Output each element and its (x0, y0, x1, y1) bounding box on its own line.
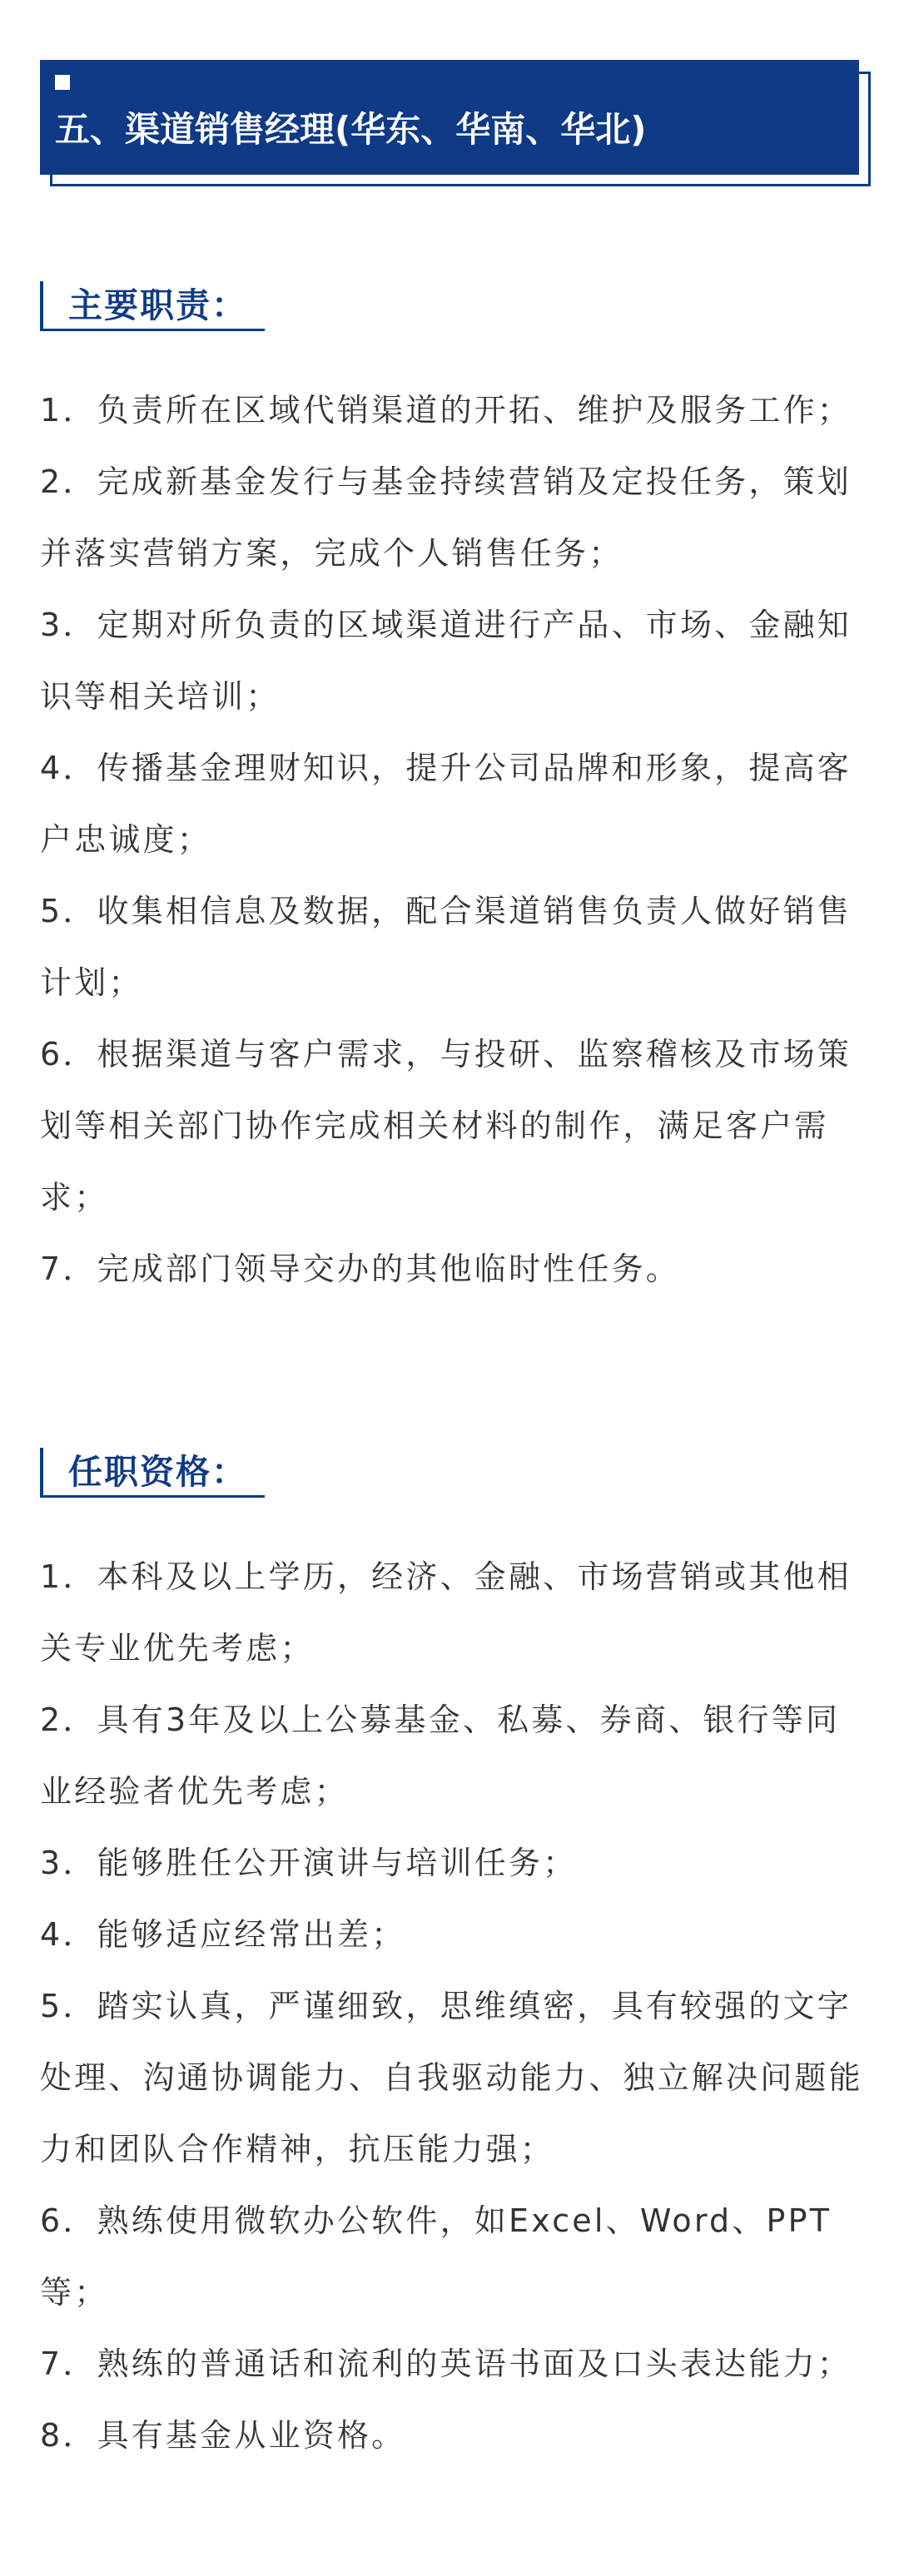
list-item: 7．熟练的普通话和流利的英语书面及口头表达能力； (40, 2346, 852, 2382)
list-item: 6．熟练使用微软办公软件，如Excel、Word、PPT等； (40, 2202, 832, 2311)
list-item: 4．能够适应经常出差； (40, 1916, 406, 1953)
duties-heading (40, 281, 265, 331)
qualifications-heading-label: 任职资格： (68, 1452, 247, 1492)
list-item: 2．完成新基金发行与基金持续营销及定投任务，策划并落实营销方案，完成个人销售任务； (40, 463, 852, 572)
page-title: 五、渠道销售经理(华东、华南、华北) (55, 109, 647, 150)
section-title-banner (40, 60, 872, 190)
qualifications-heading (40, 1448, 265, 1498)
list-item: 6．根据渠道与客户需求，与投研、监察稽核及市场策划等相关部门协作完成相关材料的制作，满足客户需求； (40, 1036, 852, 1216)
list-item: 8．具有基金从业资格。 (40, 2417, 406, 2454)
list-item: 1．负责所在区域代销渠道的开拓、维护及服务工作； (40, 392, 852, 429)
list-item: 3．能够胜任公开演讲与培训任务； (40, 1845, 578, 1881)
list-item: 2．具有3年及以上公募基金、私募、券商、银行等同业经验者优先考虑； (40, 1702, 841, 1810)
list-item: 4．传播基金理财知识，提升公司品牌和形象，提高客户忠诚度； (40, 750, 852, 858)
list-item: 1．本科及以上学历，经济、金融、市场营销或其他相关专业优先考虑； (40, 1558, 852, 1667)
list-item: 5．踏实认真，严谨细致，思维缜密，具有较强的文字处理、沟通协调能力、自我驱动能力、独立解决问题能力和团队合作精神，抗压能力强； (40, 1988, 863, 2167)
duties-heading-label: 主要职责： (68, 285, 247, 325)
qualifications-list (40, 1541, 864, 2471)
duties-list (40, 374, 864, 1305)
list-item: 7．完成部门领导交办的其他临时性任务。 (40, 1251, 680, 1287)
square-bullet-icon (55, 75, 70, 90)
title-box (40, 60, 859, 175)
list-item: 5．收集相信息及数据，配合渠道销售负责人做好销售计划； (40, 893, 852, 1001)
list-item: 3．定期对所负责的区域渠道进行产品、市场、金融知识等相关培训； (40, 607, 852, 715)
